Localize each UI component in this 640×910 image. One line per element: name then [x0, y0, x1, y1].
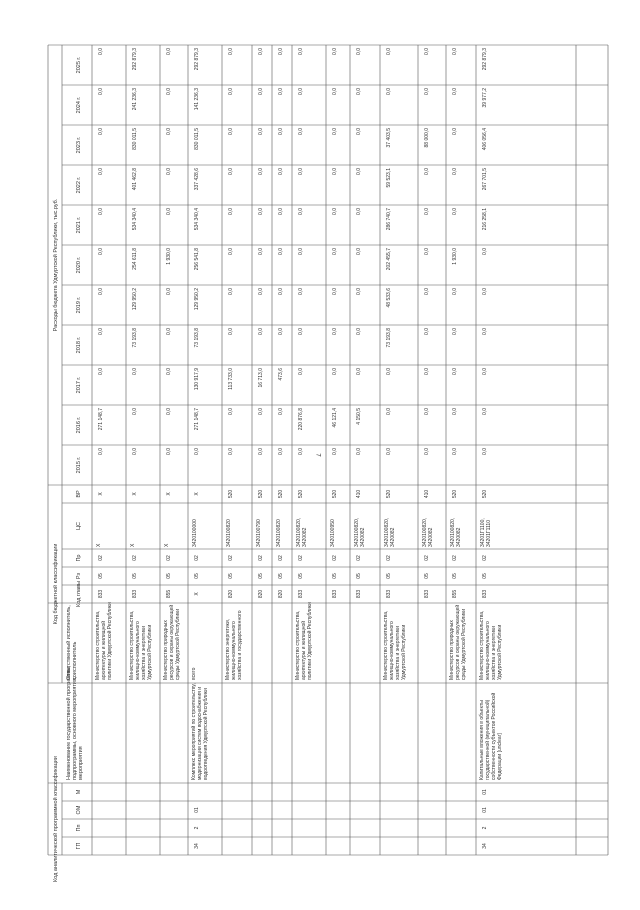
cell-year-value: 73 193,8	[132, 328, 138, 348]
cell-year-value: 0,0	[356, 328, 362, 335]
cell-year-value: 0,0	[332, 248, 338, 255]
cell-year-value: 59 523,1	[386, 168, 392, 188]
cell-year-value: 0,0	[98, 208, 104, 215]
cell-year-value: 0,0	[298, 168, 304, 175]
cell-year-value: 73 193,8	[194, 328, 200, 348]
cell-year-value: 0,0	[278, 328, 284, 335]
cell-year-value: 0,0	[424, 288, 430, 295]
cell-vr: 520	[482, 489, 488, 499]
cell-year-value: 406 056,4	[482, 128, 488, 151]
cell-year-value: 0,0	[452, 88, 458, 95]
cell-rz: 05	[424, 573, 430, 579]
cell-year-value: 0,0	[424, 408, 430, 415]
cell-year-value: 0,0	[278, 128, 284, 135]
cell-pr: 02	[386, 555, 392, 561]
cell-year-value: 286 740,7	[386, 208, 392, 231]
cell-year-value: 220 876,8	[298, 408, 304, 431]
cell-year-value: 0,0	[452, 368, 458, 375]
cell-cs: X	[130, 543, 136, 547]
cell-glava: 833	[298, 589, 304, 599]
cell-year-value: 0,0	[258, 208, 264, 215]
cell-year-value: 48 533,6	[386, 288, 392, 308]
cell-year-value: 37 403,5	[386, 128, 392, 148]
cell-pr: 02	[98, 555, 104, 561]
cell-vr: 410	[424, 489, 430, 499]
cell-year-value: 0,0	[258, 168, 264, 175]
cell-year-value: 0,0	[482, 288, 488, 295]
cell-glava: X	[194, 592, 200, 596]
cell-year-value: 0,0	[258, 328, 264, 335]
cell-vr: 410	[356, 489, 362, 499]
cell-rz: 05	[258, 573, 264, 579]
cell-year-value: 129 950,2	[132, 288, 138, 311]
cell-year-value: 292 879,3	[482, 48, 488, 71]
cell-year-value: 0,0	[424, 48, 430, 55]
cell-rz: 05	[166, 573, 172, 579]
header-col-year: 2017 г.	[76, 376, 82, 394]
cell-year-value: 0,0	[228, 328, 234, 335]
cell-cs: 3420100820,3420082	[354, 517, 366, 547]
cell-year-value: 0,0	[356, 48, 362, 55]
cell-year-value: 73 193,8	[386, 328, 392, 348]
cell-rz: 05	[452, 573, 458, 579]
cell-year-value: 0,0	[482, 408, 488, 415]
cell-glava: 833	[424, 589, 430, 599]
cell-year-value: 0,0	[98, 168, 104, 175]
cell-year-value: 0,0	[228, 168, 234, 175]
cell-rz: 05	[298, 573, 304, 579]
cell-year-value: 0,0	[258, 288, 264, 295]
header-col-year: 2020 г.	[76, 256, 82, 274]
header-col-year: 2019 г.	[76, 296, 82, 314]
header-col-budget: Код главы	[76, 581, 82, 607]
cell-pr: 02	[132, 555, 138, 561]
cell-cs: 3420100820	[226, 519, 232, 547]
cell-year-value: 0,0	[298, 48, 304, 55]
cell-year-value: 0,0	[228, 48, 234, 55]
cell-pp: 2	[194, 826, 200, 830]
cell-year-value: 0,0	[332, 288, 338, 295]
cell-year-value: 0,0	[98, 288, 104, 295]
cell-rz: 05	[332, 573, 338, 579]
table-body	[48, 45, 608, 882]
cell-year-value: 0,0	[166, 448, 172, 455]
cell-year-value: 0,0	[166, 128, 172, 135]
cell-pp: 2	[482, 826, 488, 830]
cell-pr: 02	[482, 555, 488, 561]
cell-responsible: всего	[191, 667, 197, 680]
cell-year-value: 0,0	[278, 288, 284, 295]
cell-year-value: 4 150,5	[356, 408, 362, 425]
cell-cs: 3420100000	[192, 519, 198, 547]
cell-year-value: 0,0	[228, 128, 234, 135]
cell-year-value: 473,6	[278, 368, 284, 381]
cell-year-value: 0,0	[166, 88, 172, 95]
cell-glava: 833	[332, 589, 338, 599]
cell-pr: 02	[194, 555, 200, 561]
cell-vr: X	[98, 492, 104, 496]
cell-year-value: 0,0	[452, 448, 458, 455]
cell-year-value: 0,0	[228, 448, 234, 455]
cell-year-value: 0,0	[278, 408, 284, 415]
header-expenses: Расходы бюджета Удмуртской Республики, тыс.руб.	[53, 198, 59, 332]
cell-year-value: 1 930,0	[166, 248, 172, 265]
cell-om: 01	[194, 807, 200, 813]
cell-glava: 820	[278, 589, 284, 599]
cell-year-value: 534 340,4	[194, 208, 200, 231]
cell-vr: X	[132, 492, 138, 496]
cell-cs: 3420100950	[330, 519, 336, 547]
cell-year-value: 0,0	[298, 128, 304, 135]
cell-year-value: 271 148,7	[98, 408, 104, 431]
cell-year-value: 0,0	[386, 368, 392, 375]
header-program-code: Код аналитической программной классификации	[53, 756, 59, 882]
cell-year-value: 0,0	[386, 48, 392, 55]
cell-rz: 05	[278, 573, 284, 579]
cell-year-value: 0,0	[278, 208, 284, 215]
cell-year-value: 0,0	[278, 448, 284, 455]
cell-year-value: 0,0	[482, 368, 488, 375]
cell-year-value: 0,0	[278, 88, 284, 95]
cell-year-value: 0,0	[278, 48, 284, 55]
cell-year-value: 0,0	[424, 208, 430, 215]
cell-year-value: 271 148,7	[194, 408, 200, 431]
header-col-program: М	[76, 789, 82, 795]
cell-vr: 520	[228, 489, 234, 499]
cell-year-value: 534 340,4	[132, 208, 138, 231]
cell-rz: 05	[132, 573, 138, 579]
cell-pr: 02	[278, 555, 284, 561]
cell-year-value: 0,0	[332, 128, 338, 135]
cell-year-value: 256 541,8	[194, 248, 200, 271]
cell-glava: 833	[356, 589, 362, 599]
cell-year-value: 0,0	[332, 88, 338, 95]
cell-year-value: 0,0	[166, 328, 172, 335]
header-col-budget: Рз	[76, 572, 82, 580]
header-col-responsible: Ответственный исполнитель,соисполнитель	[66, 605, 78, 680]
cell-year-value: 0,0	[98, 88, 104, 95]
cell-pr: 02	[452, 555, 458, 561]
cell-glava: 820	[258, 589, 264, 599]
cell-pr: 02	[356, 555, 362, 561]
cell-cs: X	[164, 543, 170, 547]
cell-year-value: 0,0	[332, 208, 338, 215]
cell-year-value: 0,0	[424, 448, 430, 455]
cell-year-value: 0,0	[132, 448, 138, 455]
cell-year-value: 0,0	[278, 168, 284, 175]
cell-year-value: 0,0	[482, 448, 488, 455]
cell-pr: 02	[166, 555, 172, 561]
cell-glava: 855	[166, 589, 172, 599]
cell-vr: 520	[452, 489, 458, 499]
cell-responsible: Министерство строительства,жилищно-коммунальногохозяйства и энергетикиУдмуртской Республики	[479, 610, 503, 680]
cell-responsible: Министерство энергетики,жилищно-коммунальногохозяйства и государственного	[225, 610, 243, 680]
cell-glava: 833	[386, 589, 392, 599]
cell-year-value: 0,0	[258, 88, 264, 95]
cell-pr: 02	[258, 555, 264, 561]
cell-year-value: 0,0	[228, 288, 234, 295]
cell-year-value: 0,0	[332, 48, 338, 55]
header-col-year: 2016 г.	[76, 416, 82, 434]
header-col-year: 2022 г.	[76, 176, 82, 194]
cell-year-value: 0,0	[132, 408, 138, 415]
cell-year-value: 0,0	[98, 448, 104, 455]
cell-year-value: 0,0	[228, 248, 234, 255]
cell-pr: 02	[298, 555, 304, 561]
cell-name: Капитальные вложения в объектыгосударственной (муниципальной)собственности субъектов РоссийскойФедерации [unclear]	[479, 692, 503, 780]
cell-pr: 02	[424, 555, 430, 561]
cell-year-value: 0,0	[356, 248, 362, 255]
cell-rz: 05	[482, 573, 488, 579]
cell-cs: 3420100820,3420082	[296, 517, 308, 547]
cell-year-value: 88 000,0	[424, 128, 430, 148]
cell-responsible: Министерство строительства,архитектуры и жилищнойполитики Удмуртской Республики	[95, 602, 113, 680]
cell-glava: 855	[452, 589, 458, 599]
header-col-budget: ВР	[76, 490, 82, 498]
cell-year-value: 0,0	[332, 448, 338, 455]
cell-year-value: 0,0	[298, 208, 304, 215]
cell-year-value: 0,0	[278, 248, 284, 255]
cell-year-value: 0,0	[166, 208, 172, 215]
cell-year-value: 16 713,0	[258, 368, 264, 388]
cell-year-value: 0,0	[452, 128, 458, 135]
cell-glava: 833	[132, 589, 138, 599]
cell-year-value: 0,0	[166, 368, 172, 375]
cell-year-value: 0,0	[98, 328, 104, 335]
cell-year-value: 0,0	[298, 328, 304, 335]
cell-year-value: 0,0	[386, 408, 392, 415]
cell-year-value: 46 121,4	[332, 408, 338, 428]
cell-year-value: 0,0	[298, 368, 304, 375]
cell-year-value: 0,0	[98, 48, 104, 55]
cell-year-value: 0,0	[194, 448, 200, 455]
cell-year-value: 0,0	[258, 48, 264, 55]
cell-year-value: 0,0	[452, 168, 458, 175]
header-col-year: 2018 г.	[76, 336, 82, 354]
cell-year-value: 113 733,0	[228, 368, 234, 390]
cell-rz: 05	[386, 573, 392, 579]
cell-year-value: 0,0	[356, 288, 362, 295]
cell-year-value: 0,0	[258, 448, 264, 455]
cell-cs: 34201Г1100,34201Г1110	[480, 518, 492, 547]
cell-year-value: 202 455,7	[386, 248, 392, 271]
cell-year-value: 0,0	[258, 128, 264, 135]
cell-year-value: 0,0	[386, 448, 392, 455]
cell-year-value: 0,0	[356, 448, 362, 455]
header-col-year: 2024 г.	[76, 96, 82, 114]
cell-year-value: 0,0	[298, 88, 304, 95]
cell-year-value: 1 930,0	[452, 248, 458, 265]
cell-year-value: 292 879,3	[132, 48, 138, 71]
cell-year-value: 0,0	[258, 408, 264, 415]
cell-gp: 34	[194, 843, 200, 849]
cell-year-value: 0,0	[452, 208, 458, 215]
cell-m: 01	[482, 789, 488, 795]
cell-year-value: 0,0	[298, 288, 304, 295]
cell-year-value: 0,0	[452, 48, 458, 55]
cell-year-value: 0,0	[332, 328, 338, 335]
cell-responsible: Министерство строительства,архитектуры и жилищнойполитики Удмуртской Республики	[295, 602, 313, 680]
cell-year-value: 141 236,3	[194, 88, 200, 111]
cell-year-value: 241 236,3	[132, 88, 138, 111]
cell-year-value: 0,0	[132, 368, 138, 375]
cell-vr: X	[194, 492, 200, 496]
cell-year-value: 830 011,5	[132, 128, 138, 150]
cell-year-value: 0,0	[386, 88, 392, 95]
cell-year-value: 0,0	[424, 368, 430, 375]
cell-year-value: 267 701,5	[482, 168, 488, 191]
cell-cs: 3420100790	[256, 519, 262, 547]
cell-glava: 833	[98, 589, 104, 599]
cell-year-value: 216 258,1	[482, 208, 488, 231]
header-col-year: 2015 г.	[76, 456, 82, 474]
cell-year-value: 0,0	[166, 408, 172, 415]
header-col-name: Наименование государственной программы,подпрограммы, основного мероприятия,мероприятия	[66, 665, 84, 780]
cell-om: 01	[482, 807, 488, 813]
cell-year-value: 0,0	[98, 248, 104, 255]
header-col-program: ОМ	[76, 805, 82, 815]
cell-vr: X	[166, 492, 172, 496]
cell-year-value: 0,0	[424, 88, 430, 95]
cell-year-value: 0,0	[482, 248, 488, 255]
cell-cs: 3420100820,3420082	[450, 517, 462, 547]
cell-name: Комплекс мероприятий по строительству,модернизации систем водоснабжения иводоотведения Удмуртской Республики	[191, 683, 209, 780]
cell-year-value: 129 950,2	[194, 288, 200, 311]
cell-vr: 520	[298, 489, 304, 499]
cell-year-value: 0,0	[356, 88, 362, 95]
cell-responsible: Министерство природныхресурсов и охраны окружающейсреды Удмуртской Республики	[163, 604, 181, 680]
cell-year-value: 0,0	[356, 368, 362, 375]
cell-year-value: 337 428,6	[194, 168, 200, 191]
cell-responsible: Министерство природныхресурсов и охраны окружающейсреды Удмуртской Республики	[449, 604, 467, 680]
page-number: 7	[314, 453, 321, 457]
cell-responsible: Министерство строительства,жилищно-коммунальногохозяйства и энергетикиУдмуртской Республики	[129, 610, 153, 680]
cell-vr: 520	[332, 489, 338, 499]
cell-rz: 05	[194, 573, 200, 579]
header-col-program: ГП	[76, 842, 82, 850]
cell-glava: 820	[228, 589, 234, 599]
cell-year-value: 0,0	[424, 248, 430, 255]
cell-year-value: 0,0	[98, 368, 104, 375]
cell-cs: 3420100820,3420082	[422, 517, 434, 547]
cell-cs: X	[96, 543, 102, 547]
cell-vr: 520	[386, 489, 392, 499]
cell-cs: 3420100820	[276, 519, 282, 547]
cell-year-value: 0,0	[332, 368, 338, 375]
cell-year-value: 0,0	[356, 208, 362, 215]
header-col-year: 2021 г.	[76, 216, 82, 234]
cell-cs: 3420100820,3420082	[384, 517, 396, 547]
cell-year-value: 0,0	[424, 328, 430, 335]
header-col-budget: Пр	[76, 554, 82, 562]
cell-year-value: 39 977,2	[482, 88, 488, 108]
cell-year-value: 0,0	[228, 208, 234, 215]
cell-year-value: 0,0	[166, 48, 172, 55]
cell-year-value: 0,0	[482, 328, 488, 335]
cell-year-value: 130 917,9	[194, 368, 200, 391]
cell-year-value: 0,0	[452, 328, 458, 335]
header-col-year: 2025 г.	[76, 56, 82, 74]
cell-year-value: 0,0	[166, 288, 172, 295]
cell-rz: 05	[98, 573, 104, 579]
cell-year-value: 0,0	[452, 288, 458, 295]
cell-year-value: 0,0	[228, 88, 234, 95]
cell-vr: 520	[278, 489, 284, 499]
cell-year-value: 292 879,3	[194, 48, 200, 71]
cell-responsible: Министерство строительства,жилищно-коммунальногохозяйства и энергетикиУдмуртской Республики	[383, 610, 407, 680]
cell-year-value: 0,0	[356, 168, 362, 175]
header-col-year: 2023 г.	[76, 136, 82, 154]
cell-year-value: 0,0	[228, 408, 234, 415]
cell-rz: 05	[228, 573, 234, 579]
cell-year-value: 0,0	[356, 128, 362, 135]
cell-year-value: 0,0	[258, 248, 264, 255]
header-col-budget: ЦС	[76, 521, 82, 531]
cell-year-value: 0,0	[298, 248, 304, 255]
header-budget-code: Код бюджетной классификации	[53, 543, 59, 625]
cell-year-value: 401 462,8	[132, 168, 138, 191]
cell-glava: 833	[482, 589, 488, 599]
cell-gp: 34	[482, 843, 488, 849]
header-col-program: Пп	[76, 824, 82, 832]
cell-year-value: 0,0	[98, 128, 104, 135]
cell-pr: 02	[228, 555, 234, 561]
cell-rz: 05	[356, 573, 362, 579]
cell-year-value: 0,0	[424, 168, 430, 175]
cell-year-value: 254 611,8	[132, 248, 138, 270]
cell-year-value: 830 011,5	[194, 128, 200, 150]
cell-year-value: 0,0	[298, 448, 304, 455]
cell-year-value: 0,0	[166, 168, 172, 175]
cell-year-value: 0,0	[452, 408, 458, 415]
cell-pr: 02	[332, 555, 338, 561]
cell-year-value: 0,0	[332, 168, 338, 175]
cell-vr: 520	[258, 489, 264, 499]
